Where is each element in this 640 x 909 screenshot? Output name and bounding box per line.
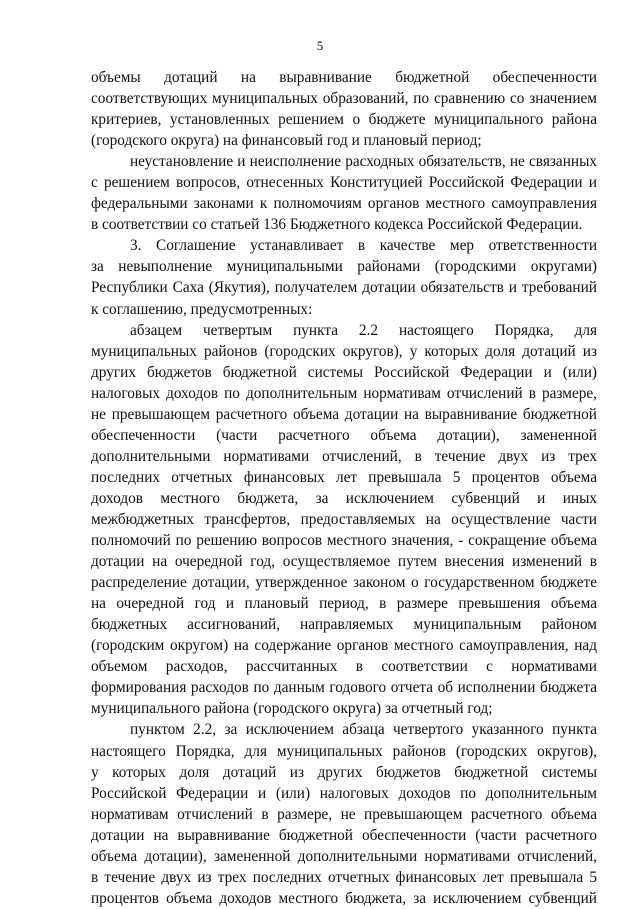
text-line: последних отчетных финансовых лет превышала 5 процентов объема — [91, 468, 597, 486]
text-line: неустановление и неисполнение расходных обязательств, не связанных — [130, 153, 597, 171]
text-line: обеспеченности (части расчетного объема дотации), замененной — [91, 426, 597, 444]
text-line: дотации на выравнивание бюджетной обеспеченности (части расчетного — [91, 826, 597, 844]
text-line: Российской Федерации и (или) налоговых доходов по дополнительным — [91, 784, 597, 802]
text-line: дотации на очередной год, осуществляемое путем внесения изменений в — [91, 553, 597, 571]
text-line: (городского округа) на финансовый год и плановый период; — [91, 132, 482, 150]
text-line: к соглашению, предусмотренных: — [91, 300, 313, 318]
text-line: в соответствии со статьей 136 Бюджетного кодекса Российской Федерации. — [91, 216, 583, 234]
text-line: 3. Соглашение устанавливает в качестве мер ответственности — [130, 237, 597, 255]
text-line: настоящего Порядка, для муниципальных районов (городских округов), — [91, 742, 597, 760]
text-line: других бюджетов бюджетной системы Российской Федерации и (или) — [91, 363, 597, 381]
page-number: 5 — [316, 38, 324, 53]
text-line: дополнительными нормативами отчислений, в течение двух из трех — [91, 447, 597, 465]
text-line: объема дотации), замененной дополнительными нормативами отчислений, — [91, 847, 597, 865]
text-line: за невыполнение муниципальными районами (городскими округами) — [91, 258, 597, 276]
text-line: доходов местного бюджета, за исключением субвенций и иных — [91, 489, 597, 507]
body-text — [91, 67, 597, 909]
text-line: критериев, установленных решением о бюджете муниципального района — [91, 111, 597, 129]
text-line: муниципального района (городского округа) за отчетный год; — [91, 700, 493, 718]
text-line: распределение дотации, утвержденное законом о государственном бюджете — [91, 574, 597, 592]
text-line: пунктом 2.2, за исключением абзаца четвертого указанного пункта — [130, 721, 597, 739]
text-line: (городским округом) на содержание органов местного самоуправления, над — [91, 637, 597, 655]
text-line: процентов объема доходов местного бюджета, за исключением субвенций — [91, 889, 597, 907]
text-line: формирования расходов по данным годового отчета об исполнении бюджета — [91, 679, 597, 697]
text-line: полномочий по решению вопросов местного значения, - сокращение объема — [91, 532, 597, 550]
text-line: с решением вопросов, отнесенных Конституцией Российской Федерации и — [91, 174, 597, 192]
text-line: муниципальных районов (городских округов), у которых доля дотаций из — [91, 342, 597, 360]
text-line: в течение двух из трех последних отчетных финансовых лет превышала 5 — [91, 868, 597, 886]
text-line: у которых доля дотаций из других бюджетов бюджетной системы — [91, 763, 597, 781]
text-line: бюджетных ассигнований, направляемых муниципальным районом — [91, 616, 597, 634]
text-line: нормативам отчислений в размере, не превышающем расчетного объема — [91, 805, 597, 823]
text-line: федеральными законами к полномочиям органов местного самоуправления — [91, 195, 597, 213]
text-line: налоговых доходов по дополнительным нормативам отчислений в размере, — [91, 384, 597, 402]
text-line: на очередной год и плановый период, в размере превышения объема — [91, 595, 597, 613]
text-line: межбюджетных трансфертов, предоставляемых на осуществление части — [91, 510, 597, 528]
text-line: объемы дотаций на выравнивание бюджетной обеспеченности — [91, 69, 597, 86]
text-line: абзацем четвертым пункта 2.2 настоящего Порядка, для — [130, 321, 597, 339]
text-line: Республики Саха (Якутия), получателем дотации обязательств и требований — [91, 279, 597, 297]
text-line: объемом расходов, рассчитанных в соответствии с нормативами — [91, 658, 597, 676]
text-line: соответствующих муниципальных образований, по сравнению со значением — [91, 90, 597, 108]
text-line: не превышающем расчетного объема дотации на выравнивание бюджетной — [91, 405, 597, 423]
